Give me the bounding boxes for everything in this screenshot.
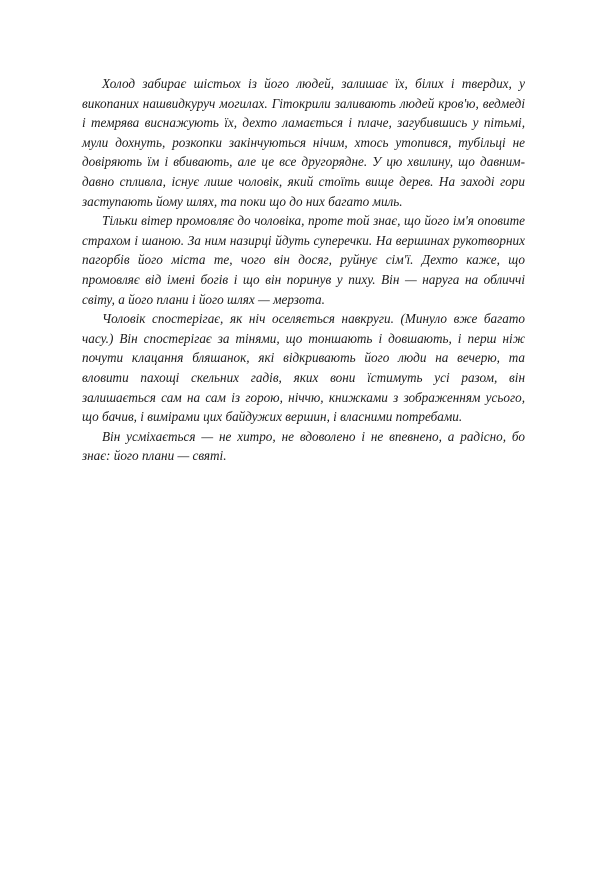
paragraph-1: Холод забирає шістьох із його людей, залишає їх, білих і твердих, у викопаних нашвидкуруч могилах. Гітокрили заливають людей кров'ю, ведмеді і темрява виснажують їх, дехто ламається і плаче, загубившись у пітьмі, мули дохнуть, розкопки закінчуються нічим, хтось утопився, тубільці не довіряють їм і вбивають, але це все другорядне. У цю хвилину, що давним-давно спливла, існує лише чоловік, який стоїть вище дерев. На заході гори заступають йому шлях, та поки що до них багато миль.	[82, 76, 525, 209]
body-text-block	[82, 74, 525, 466]
paragraph-3: Чоловік спостерігає, як ніч оселяється навкруги. (Минуло вже багато часу.) Він спостерігає за тінями, що тоншають і довшають, і перш ніж почути клацання бляшанок, які відкривають його люди на вечерю, та вловити пахощі скельних гадів, яких вони їстимуть усі разом, він залишається сам на сам із горою, ніччю, книжками з зображенням усього, що бачив, і вимірами цих байдужих вершин, і власними потребами.	[82, 311, 525, 425]
paragraph-2: Тільки вітер промовляє до чоловіка, проте той знає, що його ім'я оповите страхом і шаною. За ним назирці йдуть суперечки. На вершинах рукотворних пагорбів його міста те, чого він досяг, руйнує сім'ї. Дехто каже, що промовляє від імені богів і що він поринув у пиху. Він — наруга на обличчі світу, а його плани і його шлях — мерзота.	[82, 213, 525, 307]
paragraph-4: Він усміхається — не хитро, не вдоволено і не впевнено, а радісно, бо знає: його плани — святі.	[82, 428, 525, 464]
